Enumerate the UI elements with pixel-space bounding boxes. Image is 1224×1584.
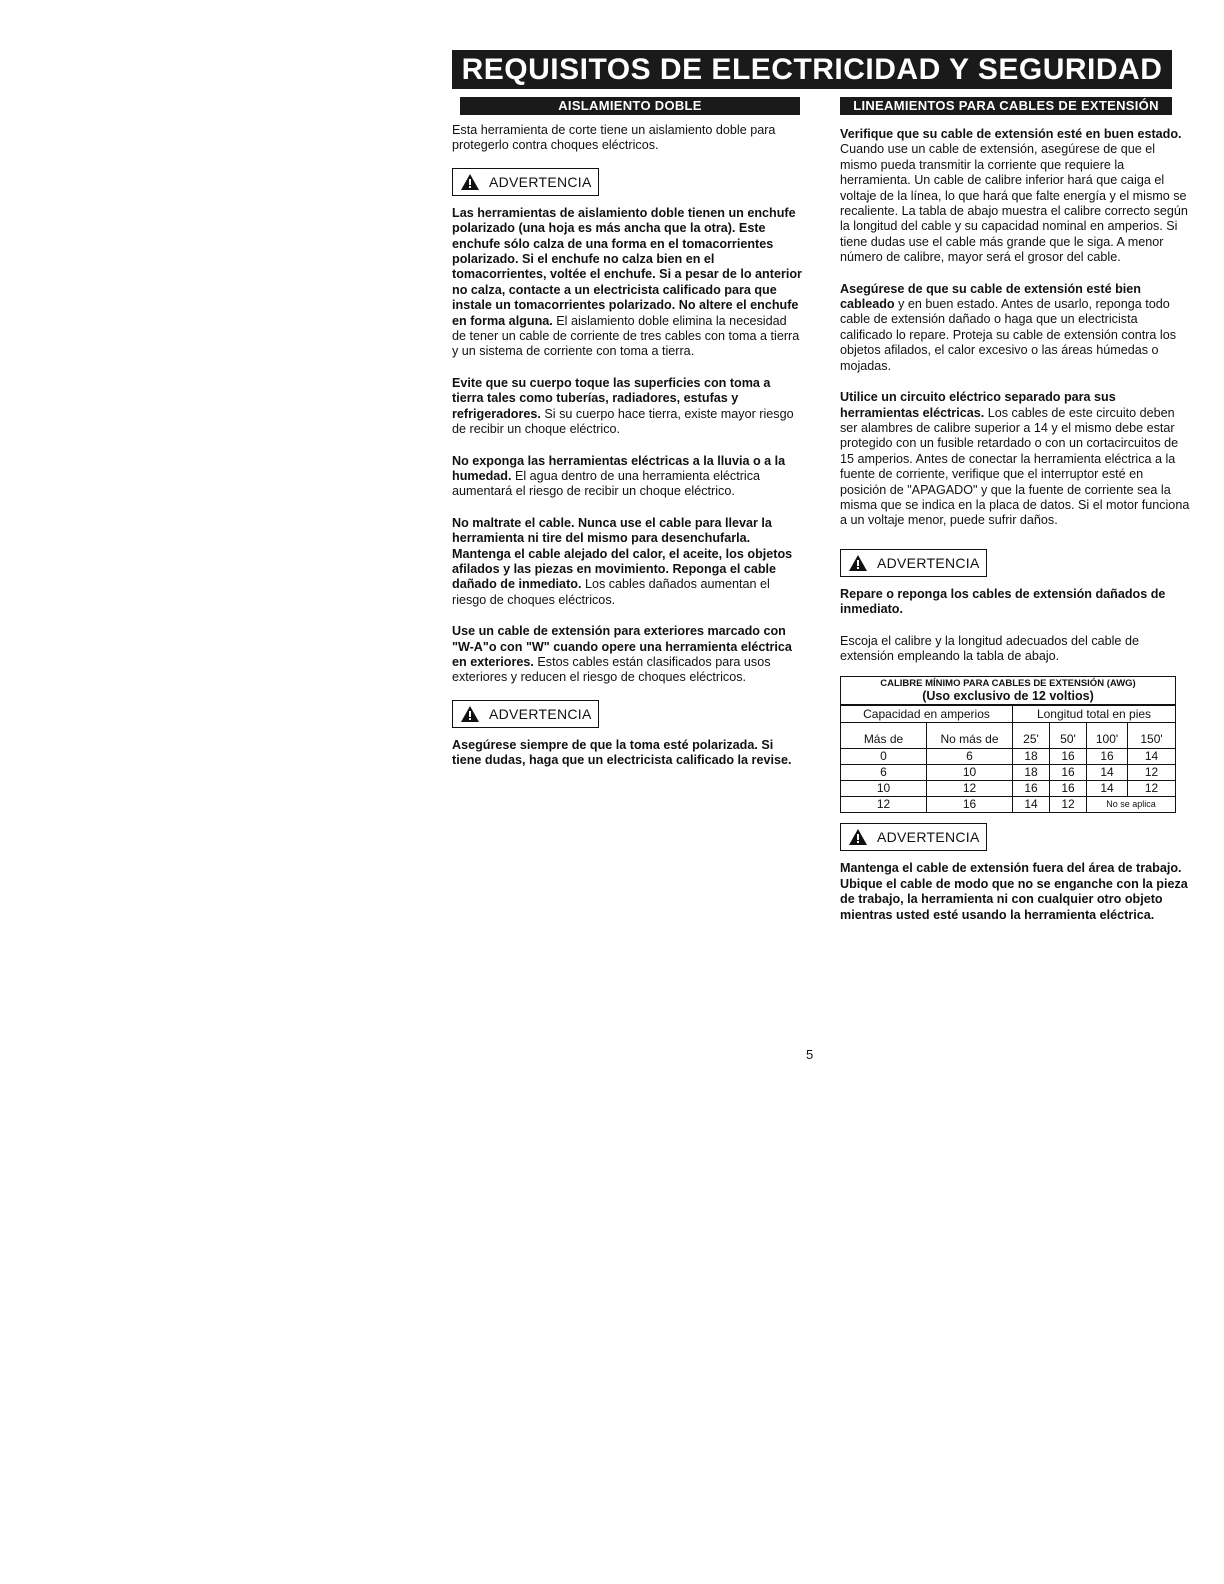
table-header-length: Longitud total en pies [1013, 706, 1176, 723]
keep-cord-away-warning: Mantenga el cable de extensión fuera del área de trabajo. Ubique el cable de modo que no se enganche con la pieza de trabajo, la herramienta ni con cualquier otro objeto mientras usted esté usando la herramienta eléctrica. [840, 861, 1188, 922]
table-header-amps: Capacidad en amperios [841, 706, 1013, 723]
right-column [840, 97, 1190, 923]
warning-triangle-icon [461, 174, 479, 190]
section-title-double-insulation: AISLAMIENTO DOBLE [460, 97, 800, 115]
warning-label: ADVERTENCIA [877, 554, 980, 571]
table-header-100ft: 100' [1087, 723, 1128, 749]
warning-triangle-icon [849, 829, 867, 845]
cord-condition-paragraph: Verifique que su cable de extensión esté en buen estado. Cuando use un cable de extensión, asegúrese de que el mismo pueda transmitir la corriente que requiere la herramienta. Un cable de calibre inferior hará que caiga el voltaje de la línea, lo que hará que falte energía y el mismo se recaliente. La tabla de abajo muestra el calibre correcto según la longitud del cable y su capacidad nominal en amperios. Si tiene dudas use el cable más grande que le siga. A menor número de calibre, mayor será el grosor del cable. [840, 127, 1188, 265]
gauge-table [840, 676, 1176, 813]
table-cell: 10 [927, 765, 1013, 781]
table-cell: 12 [841, 797, 927, 813]
warning-triangle-icon [461, 706, 479, 722]
intro-paragraph: Esta herramienta de corte tiene un aislamiento doble para protegerlo contra choques eléctricos. [452, 123, 776, 153]
grounded-surfaces-paragraph: Evite que su cuerpo toque las superficies con toma a tierra tales como tuberías, radiadores, estufas y refrigeradores. Si su cuerpo hace tierra, existe mayor riesgo de recibir un choque eléctrico. [452, 375, 794, 437]
table-cell: 12 [1050, 797, 1087, 813]
warning-label: ADVERTENCIA [489, 173, 592, 190]
polarized-plug-paragraph: Las herramientas de aislamiento doble tienen un enchufe polarizado (una hoja es más ancha que la otra). Este enchufe sólo calza de una forma en el tomacorrientes polarizado. Si el enchufe no calza bien en el tomacorrientes, voltée el enchufe. Si a pesar de lo anterior no calza, contacte a un electricista calificado para que instale un tomacorrientes polarizado. No altere el enchufe en forma alguna. El aislamiento doble elimina la necesidad de tener un cable de corriente de tres cables con toma a tierra y un sistema de corriente con toma a tierra. [452, 205, 802, 359]
table-header-to: No más de [927, 723, 1013, 749]
table-row [841, 765, 1175, 781]
table-cell: 14 [1013, 797, 1050, 813]
table-cell: 14 [1128, 749, 1176, 765]
cord-care-paragraph: No maltrate el cable. Nunca use el cable para llevar la herramienta ni tire del mismo para desenchufarla. Mantenga el cable alejado del calor, el aceite, los objetos afilados y las piezas en movimiento. Reponga el cable dañado de inmediato. Los cables dañados aumentan el riesgo de choques eléctricos. [452, 515, 793, 607]
table-cell: 16 [1050, 781, 1087, 797]
warning-triangle-icon [849, 555, 867, 571]
table-cell: 12 [1128, 781, 1176, 797]
table-row [841, 797, 1175, 813]
table-header-25ft: 25' [1013, 723, 1050, 749]
polarized-outlet-warning: Asegúrese siempre de que la toma esté polarizada. Si tiene dudas, haga que un electricista calificado la revise. [452, 737, 792, 768]
table-cell: 0 [841, 749, 927, 765]
table-header-50ft: 50' [1050, 723, 1087, 749]
table-cell: 10 [841, 781, 927, 797]
page-title: REQUISITOS DE ELECTRICIDAD Y SEGURIDAD [452, 50, 1172, 89]
table-cell: 16 [927, 797, 1013, 813]
table-cell: 14 [1087, 765, 1128, 781]
rain-moisture-paragraph: No exponga las herramientas eléctricas a la lluvia o a la humedad. El agua dentro de una herramienta eléctrica aumentará el riesgo de recibir un choque eléctrico. [452, 453, 786, 499]
damaged-cords-warning: Repare o reponga los cables de extensión dañados de inmediato. [840, 586, 1166, 617]
section-title-extension-cords: LINEAMIENTOS PARA CABLES DE EXTENSIÓN [840, 97, 1172, 115]
table-cell: 12 [1128, 765, 1176, 781]
table-cell: 16 [1013, 781, 1050, 797]
table-cell: 18 [1013, 749, 1050, 765]
page-number: 5 [806, 1047, 814, 1062]
outdoor-cord-paragraph: Use un cable de extensión para exteriores marcado con "W-A"o con "W" cuando opere una herramienta eléctrica en exteriores. Estos cables están clasificados para usos exteriores y reducen el riesgo de choques eléctricos. [452, 624, 792, 685]
table-cell: 12 [927, 781, 1013, 797]
table-cell: 16 [1050, 765, 1087, 781]
table-cell: 16 [1087, 749, 1128, 765]
separate-circuit-paragraph: Utilice un circuito eléctrico separado para sus herramientas eléctricas. Los cables de este circuito deben ser alambres de calibre superior a 14 y el mismo debe estar protegido con un fusible retardado o con un cortacircuitos de 15 amperios. Antes de conectar la herramienta eléctrica a la fuente de corriente, verifique que el interruptor esté en posición de "APAGADO" y que la fuente de corriente sea la misma que se indica en la placa de datos. Si el motor funciona a un voltaje menor, puede sufrir daños. [840, 390, 1190, 528]
table-cell: 6 [841, 765, 927, 781]
choose-gauge-paragraph: Escoja el calibre y la longitud adecuados del cable de extensión empleando la tabla de abajo. [840, 633, 1139, 663]
table-subtitle: (Uso exclusivo de 12 voltios) [841, 689, 1175, 705]
warning-box [840, 549, 987, 577]
table-cell: 18 [1013, 765, 1050, 781]
table-row [841, 749, 1175, 765]
left-column [452, 97, 804, 769]
table-cell: 16 [1050, 749, 1087, 765]
table-row [841, 781, 1175, 797]
warning-box [452, 168, 599, 196]
warning-box [840, 823, 987, 851]
warning-box [452, 700, 599, 728]
warning-label: ADVERTENCIA [489, 705, 592, 722]
table-cell-not-applicable: No se aplica [1087, 797, 1176, 813]
table-header-from: Más de [841, 723, 927, 749]
table-title: CALIBRE MÍNIMO PARA CABLES DE EXTENSIÓN (AWG) [880, 678, 1136, 690]
table-cell: 14 [1087, 781, 1128, 797]
cord-wiring-paragraph: Asegúrese de que su cable de extensión esté bien cableado y en buen estado. Antes de usarlo, reponga todo cable de extensión dañado o haga que un electricista calificado lo repare. Proteja su cable de extensión contra los objetos afilados, el calor excesivo o las áreas húmedas o mojadas. [840, 281, 1177, 373]
table-cell: 6 [927, 749, 1013, 765]
table-header-150ft: 150' [1128, 723, 1176, 749]
warning-label: ADVERTENCIA [877, 829, 980, 846]
